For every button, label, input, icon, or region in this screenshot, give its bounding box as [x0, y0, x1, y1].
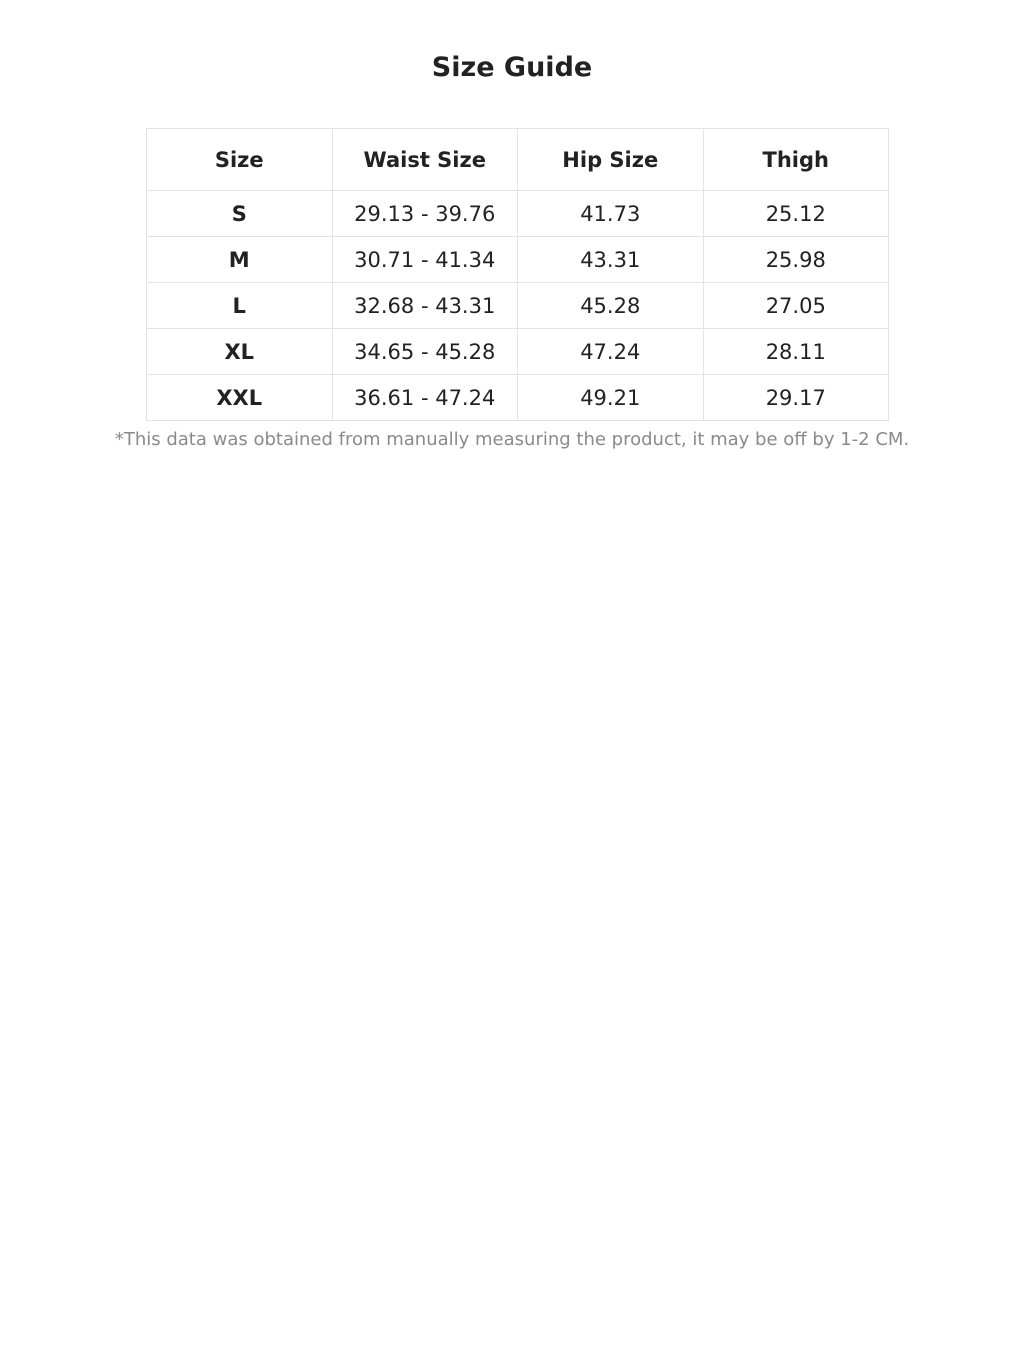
measurement-disclaimer: *This data was obtained from manually measuring the product, it may be off by 1-2 CM. — [114, 429, 910, 450]
page-title: Size Guide — [431, 52, 593, 83]
header-waist-size: Waist Size — [332, 129, 518, 191]
waist-cell: 36.61 - 47.24 — [332, 375, 518, 421]
size-cell: XL — [147, 329, 333, 375]
header-size: Size — [147, 129, 333, 191]
table-row — [147, 191, 889, 237]
waist-cell: 29.13 - 39.76 — [332, 191, 518, 237]
thigh-cell: 25.12 — [703, 191, 889, 237]
thigh-cell: 28.11 — [703, 329, 889, 375]
size-cell: L — [147, 283, 333, 329]
hip-cell: 43.31 — [518, 237, 704, 283]
table-row — [147, 329, 889, 375]
size-cell: S — [147, 191, 333, 237]
header-thigh: Thigh — [703, 129, 889, 191]
waist-cell: 30.71 - 41.34 — [332, 237, 518, 283]
size-cell: XXL — [147, 375, 333, 421]
table-header-row — [147, 129, 889, 191]
table-row — [147, 237, 889, 283]
thigh-cell: 25.98 — [703, 237, 889, 283]
hip-cell: 45.28 — [518, 283, 704, 329]
waist-cell: 34.65 - 45.28 — [332, 329, 518, 375]
hip-cell: 41.73 — [518, 191, 704, 237]
hip-cell: 47.24 — [518, 329, 704, 375]
header-hip-size: Hip Size — [518, 129, 704, 191]
waist-cell: 32.68 - 43.31 — [332, 283, 518, 329]
hip-cell: 49.21 — [518, 375, 704, 421]
size-cell: M — [147, 237, 333, 283]
thigh-cell: 29.17 — [703, 375, 889, 421]
size-guide-table — [146, 128, 889, 421]
thigh-cell: 27.05 — [703, 283, 889, 329]
table-row — [147, 283, 889, 329]
table-row — [147, 375, 889, 421]
